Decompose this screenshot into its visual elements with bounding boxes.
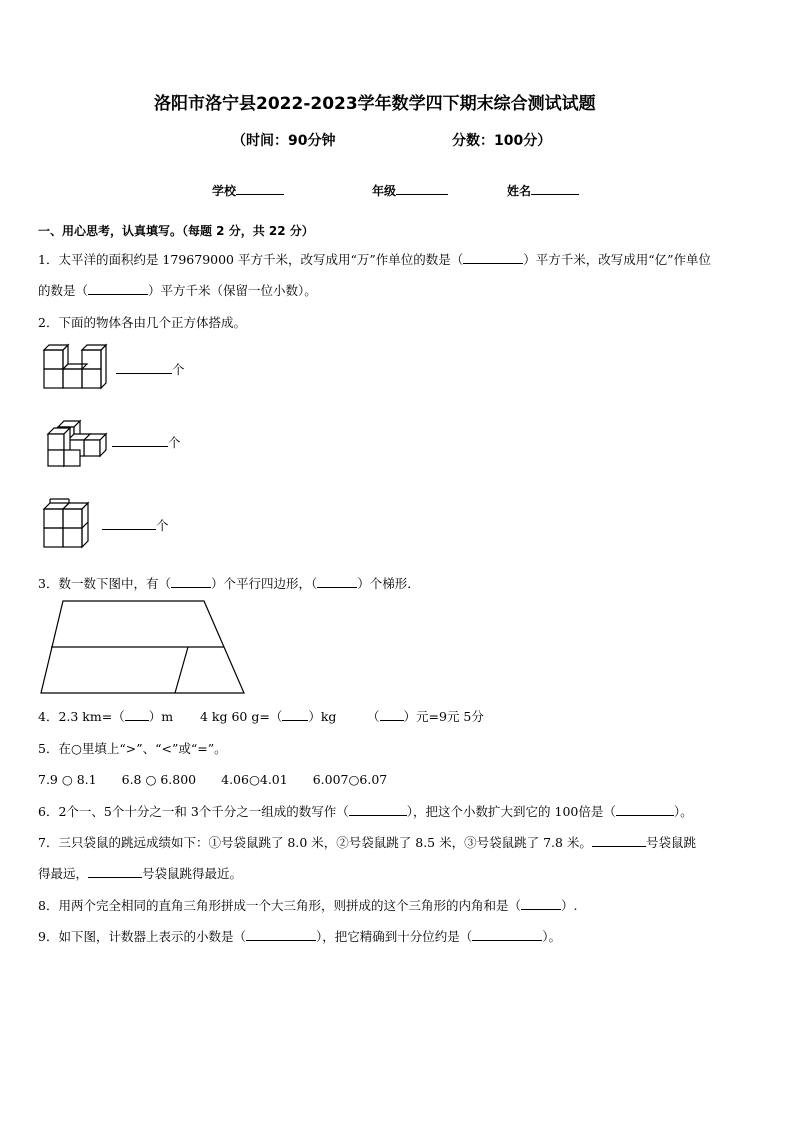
q6-blank-1[interactable] (349, 802, 407, 816)
q4-blank-3[interactable] (380, 707, 404, 721)
question-4-part-3 (367, 707, 484, 725)
q1-text-b: ）平方千米，改写成用“亿”作单位 (523, 252, 712, 267)
q6-text-a: 6．2个一、5个十分之一和 3个千分之一组成的数写作（ (38, 804, 349, 819)
question-1-line-1 (38, 250, 711, 268)
question-3 (38, 574, 420, 592)
q2-answer-1 (116, 360, 185, 378)
q1-blank-2[interactable] (88, 281, 148, 295)
name-label: 姓名 (507, 184, 532, 198)
name-field (507, 181, 579, 199)
q1-text-c: 的数是（ (38, 283, 89, 298)
q1-text-a: 1．太平洋的面积约是 179679000 平方千米，改写成用“万”作单位的数是（ (38, 252, 464, 267)
q2-answer-3 (102, 516, 169, 534)
question-4 (38, 707, 173, 725)
q4-text-e: （ (367, 709, 380, 724)
question-9 (38, 927, 561, 945)
q3-blank-1[interactable] (171, 574, 211, 588)
question-6 (38, 802, 693, 820)
q4-text-a: 4．2.3 km=（ (38, 709, 125, 724)
trapezoid-figure (38, 598, 248, 696)
q4-text-b: ）m (148, 709, 174, 724)
q7-text-c: 得最远， (38, 866, 89, 881)
q2-answer-2 (112, 433, 181, 451)
name-blank[interactable] (531, 181, 579, 195)
q4-text-f: ）元=9元 5分 (403, 709, 484, 724)
question-2: 2．下面的物体各由几个正方体搭成。 (38, 315, 246, 330)
question-8 (38, 896, 577, 914)
q4-blank-1[interactable] (125, 707, 149, 721)
cube-figure-1 (42, 343, 110, 391)
question-1-line-2 (38, 281, 317, 299)
q9-text-c: ）。 (542, 929, 561, 944)
q9-blank-2[interactable] (472, 927, 542, 941)
cube-figure-2 (44, 410, 108, 468)
q1-blank-1[interactable] (463, 250, 523, 264)
school-label: 学校 (212, 184, 237, 198)
q9-text-b: ），把它精确到十分位约是（ (315, 929, 473, 944)
q2-unit-3: 个 (156, 518, 169, 533)
q2-blank-2[interactable] (112, 433, 168, 447)
question-5: 5．在○里填上“>”、“<”或“=”。 (38, 741, 227, 756)
q9-text-a: 9．如下图，计数器上表示的小数是（ (38, 929, 246, 944)
page-title: 洛阳市洛宁县2022-2023学年数学四下期末综合测试试题 (154, 94, 596, 114)
question-4-part-2 (200, 707, 336, 725)
time-info: （时间：90分钟 (232, 133, 336, 149)
q3-text-a: 3．数一数下图中，有（ (38, 576, 171, 591)
q6-text-b: ），把这个小数扩大到它的 100倍是（ (406, 804, 616, 819)
school-field (212, 181, 284, 199)
q7-blank-2[interactable] (88, 864, 142, 878)
q3-blank-2[interactable] (317, 574, 357, 588)
q2-unit-1: 个 (172, 362, 185, 377)
q7-text-d: 号袋鼠跳得最近。 (142, 866, 243, 881)
q4-blank-2[interactable] (282, 707, 308, 721)
cube-figure-3 (42, 497, 98, 553)
q8-blank[interactable] (521, 896, 561, 910)
q9-blank-1[interactable] (246, 927, 316, 941)
q3-text-b: ）个平行四边形，（ (210, 576, 318, 591)
q6-text-c: ）。 (673, 804, 693, 819)
q4-text-c: 4 kg 60 g=（ (200, 709, 283, 724)
score-info: 分数：100分） (452, 133, 552, 149)
school-blank[interactable] (236, 181, 284, 195)
grade-field (372, 181, 448, 199)
q2-unit-2: 个 (168, 435, 181, 450)
q2-blank-3[interactable] (102, 516, 156, 530)
q7-text-a: 7．三只袋鼠的跳远成绩如下：①号袋鼠跳了 8.0 米，②号袋鼠跳了 8.5 米，③号袋鼠跳了 7.8 米。 (38, 835, 592, 850)
q4-text-d: ）kg (308, 709, 337, 724)
question-7-line-2 (38, 864, 242, 882)
q6-blank-2[interactable] (616, 802, 674, 816)
q3-text-c: ）个梯形． (357, 576, 420, 591)
question-7-line-1 (38, 833, 696, 851)
section-title: 一、用心思考，认真填写。（每题 2 分，共 22 分） (38, 224, 314, 238)
q7-blank-1[interactable] (592, 833, 646, 847)
grade-label: 年级 (372, 184, 397, 198)
grade-blank[interactable] (396, 181, 448, 195)
q8-text-a: 8．用两个完全相同的直角三角形拼成一个大三角形，则拼成的这个三角形的内角和是（ (38, 898, 521, 913)
q5-items: 7.9 ○ 8.1 6.8 ○ 6.800 4.06○4.01 6.007○6.07 (38, 772, 388, 787)
q1-text-d: ）平方千米（保留一位小数）。 (148, 283, 317, 298)
q8-text-b: ）. (560, 898, 578, 913)
q7-text-b: 号袋鼠跳 (645, 835, 696, 850)
q2-blank-1[interactable] (116, 360, 172, 374)
